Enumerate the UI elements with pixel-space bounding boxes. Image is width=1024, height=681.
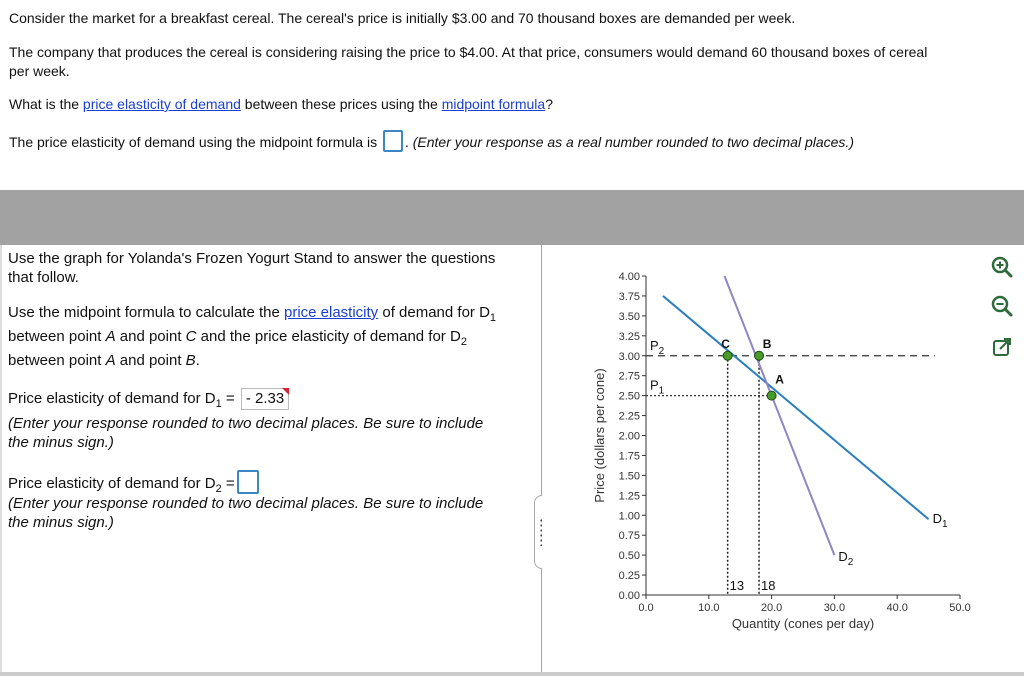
graph-pane <box>542 245 1024 676</box>
point-a-ref-2: A <box>105 352 116 369</box>
answer-label: The price elasticity of demand using the midpoint formula is <box>9 134 378 150</box>
midpoint-l2-post: and the price elasticity of demand for D <box>196 328 461 345</box>
bottom-border <box>0 672 1024 676</box>
q2-hint-line2: the minus sign.) <box>8 514 114 531</box>
midpoint-l2-pre: between point <box>8 328 106 345</box>
y-tick-label: 3.50 <box>618 310 640 323</box>
left-pane[interactable] <box>0 245 543 676</box>
answer-row: The price elasticity of demand using the midpoint formula is . (Enter your response as a real number rounded to two decimal places.) <box>9 130 854 152</box>
x-tick-label: 40.0 <box>886 602 908 614</box>
elasticity-link[interactable]: price elasticity of demand <box>82 96 241 112</box>
separator-band <box>0 190 1024 245</box>
ask-pre: What is the <box>9 96 83 112</box>
y-tick-label: 3.25 <box>618 330 640 343</box>
question-para2-line1: The company that produces the cereal is considering raising the price to $4.00. At that price, consumers would demand 60 thousand boxes of cereal <box>9 44 928 60</box>
y-tick-label: 2.50 <box>618 390 640 403</box>
instruction-line1: Use the graph for Yolanda's Frozen Yogurt Stand to answer the questions <box>8 250 496 267</box>
midpoint-l2-mid: and point <box>115 328 186 345</box>
y-tick-label: 2.00 <box>618 430 640 443</box>
question-intro: Consider the market for a breakfast cereal. The cereal's price is initially $3.00 and 70 thousand boxes are demanded per week. <box>9 10 796 26</box>
q1-row <box>8 388 289 414</box>
popout-button[interactable] <box>988 333 1016 361</box>
y-tick-label: 0.25 <box>618 570 640 583</box>
y-tick-label: 3.75 <box>618 290 640 303</box>
x-tick-label: 30.0 <box>823 602 846 614</box>
q1-answer-field[interactable] <box>241 388 289 410</box>
y-axis-label: Price (dollars per cone) <box>592 368 607 503</box>
y-tick-label: 2.75 <box>618 370 640 383</box>
zoom-in-icon <box>990 255 1014 279</box>
point-label-A: A <box>775 372 784 387</box>
point-B <box>755 351 764 360</box>
point-A <box>767 391 776 400</box>
demand-curve-D1 <box>663 296 929 519</box>
q1-sub: 1 <box>215 398 222 410</box>
price-label-P2: $P_2$ <box>650 337 665 357</box>
midpoint-sub: 1 <box>489 312 497 324</box>
answer-input[interactable] <box>383 130 403 152</box>
q1-hint-line2: the minus sign.) <box>8 434 114 451</box>
demand-graph <box>542 245 1024 676</box>
q2-hint-line1: (Enter your response rounded to two decimal places. Be sure to include <box>8 495 484 512</box>
zoom-out-button[interactable] <box>988 292 1016 320</box>
midpoint-line2 <box>8 327 467 352</box>
ask-post: ? <box>545 96 553 112</box>
y-tick-label: 0.00 <box>618 590 640 602</box>
instruction-line2: that follow. <box>8 269 79 286</box>
point-a-ref: A <box>105 328 116 345</box>
zoom-in-button[interactable] <box>988 253 1016 281</box>
q1-answer-value: - 2.33 <box>245 390 285 407</box>
x-tick-label: 0.0 <box>638 602 654 614</box>
point-label-B: B <box>762 336 772 351</box>
point-C <box>723 351 732 360</box>
q2-eq: = <box>221 475 235 492</box>
x-tick-label: 10.0 <box>698 602 720 614</box>
y-tick-label: 4.00 <box>618 271 640 283</box>
price-elasticity-link[interactable]: price elasticity <box>283 304 379 321</box>
y-tick-label: 2.25 <box>618 410 640 423</box>
question-ask <box>9 95 553 114</box>
midpoint-l3-pre: between point <box>8 352 106 369</box>
point-c-ref: C <box>185 328 197 345</box>
zoom-out-icon <box>990 294 1014 318</box>
midpoint-formula-link[interactable]: midpoint formula <box>441 96 546 112</box>
midpoint-l2-sub: 2 <box>460 336 467 348</box>
y-tick-label: 0.75 <box>618 530 640 543</box>
curve-label-D2: $D_2$ <box>838 549 854 569</box>
x-axis-label: Quantity (cones per day) <box>731 616 875 631</box>
q1-eq: = <box>221 390 239 407</box>
y-tick-label: 1.00 <box>618 510 640 523</box>
y-tick-label: 1.25 <box>618 490 640 503</box>
x-tick-label: 50.0 <box>949 602 971 614</box>
q2-sub: 2 <box>215 483 222 495</box>
y-tick-label: 1.50 <box>618 470 640 483</box>
midpoint-l3-mid: and point <box>115 352 186 369</box>
quantity-label-13: 13 <box>729 578 745 593</box>
midpoint-l3-post: . <box>195 352 200 369</box>
point-b-ref: B <box>185 352 196 369</box>
midpoint-text: Use the midpoint formula to calculate the <box>8 304 284 321</box>
y-tick-label: 1.75 <box>618 450 640 463</box>
midpoint-line1 <box>8 303 496 328</box>
y-tick-label: 0.50 <box>618 550 640 563</box>
midpoint-post: of demand for D <box>378 304 490 321</box>
incorrect-flag-icon <box>282 388 289 395</box>
question-panel <box>0 0 1024 190</box>
ask-mid: between these prices using the <box>240 96 442 112</box>
y-tick-label: 3.00 <box>618 350 640 363</box>
q2-answer-input[interactable] <box>237 470 259 494</box>
popout-icon <box>991 336 1013 358</box>
q1-hint-line1: (Enter your response rounded to two decimal places. Be sure to include <box>8 415 484 432</box>
price-label-P1: $P_1$ <box>650 377 665 397</box>
midpoint-line3 <box>8 351 200 371</box>
point-label-C: C <box>721 336 730 351</box>
q2-label: Price elasticity of demand for D <box>8 475 216 492</box>
x-tick-label: 20.0 <box>760 602 783 614</box>
curve-label-D1: $D_1$ <box>932 511 948 531</box>
question-para2-line2: per week. <box>9 63 70 79</box>
quantity-label-18: 18 <box>761 578 776 593</box>
demand-curve-D2 <box>725 276 835 555</box>
answer-hint: (Enter your response as a real number rounded to two decimal places.) <box>412 134 854 150</box>
q1-label: Price elasticity of demand for D <box>8 390 216 407</box>
